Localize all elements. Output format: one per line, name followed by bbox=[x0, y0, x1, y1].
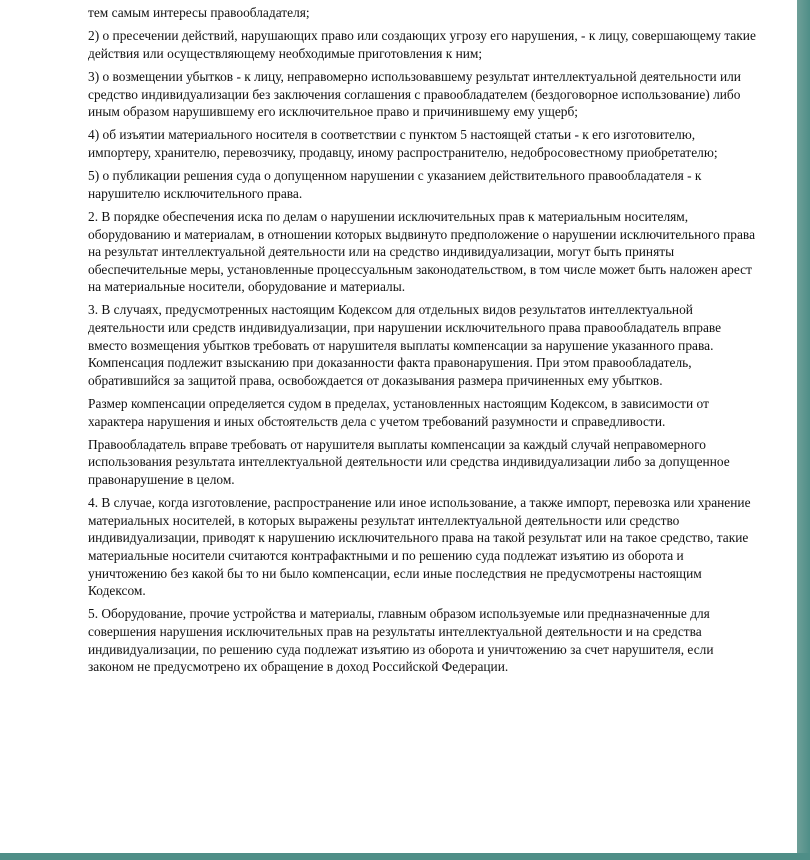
paragraph-continuation: тем самым интересы правообладателя; bbox=[88, 5, 310, 20]
paragraph-item-2: 2) о пресечении действий, нарушающих право или создающих угрозу его нарушения, - к лицу, совершающему такие действия или осуществляющему необходимые приготовления к ним; bbox=[88, 28, 756, 61]
paragraph-compensation-right: Правообладатель вправе требовать от нарушителя выплаты компенсации за каждый случай неправомерного использования результата интеллектуальной деятельности или средства индивидуализации либо за допущенное правонарушение в целом. bbox=[88, 436, 730, 487]
paragraph-clause-2: 2. В порядке обеспечения иска по делам о нарушении исключительных прав к материальным носителям, оборудованию и материалам, в отношении которых выдвинуто предположение о нарушении исключительного права на результат интеллектуальной деятельности или на средство индивидуализации, могут быть приняты обеспечительные меры, установленные процессуальным законодательством, в том числе может быть наложен арест на материальные носители, оборудование и материалы. bbox=[88, 208, 756, 295]
paragraph-compensation-size: Размер компенсации определяется судом в пределах, установленных настоящим Кодексом, в зависимости от характера нарушения и иных обстоятельств дела с учетом требований разумности и справедливости. bbox=[88, 396, 709, 429]
paragraph-clause-4: 4. В случае, когда изготовление, распространение или иное использование, а также импорт, перевозка или хранение материальных носителей, в которых выражены результат интеллектуальной деятельности или средство индивидуализации, приводят к нарушению исключительного права на такой результат или на такое средство, такие материальные носители считаются контрафактными и по решению суда подлежат изъятию из оборота и уничтожению без какой бы то ни было компенсации, если иные последствия не предусмотрены настоящим Кодексом. bbox=[88, 495, 751, 599]
paragraph-clause-5: 5. Оборудование, прочие устройства и материалы, главным образом используемые или предназначенные для совершения нарушения исключительных прав на результаты интеллектуальной деятельности и на средства индивидуализации, по решению суда подлежат изъятию из оборота и уничтожению за счет нарушителя, если законом не предусмотрено их обращение в доход Российской Федерации. bbox=[88, 606, 714, 675]
paragraph-item-4: 4) об изъятии материального носителя в соответствии с пунктом 5 настоящей статьи - к его изготовителю, импортеру, хранителю, перевозчику, продавцу, иному распространителю, недобросовестному приобретателю; bbox=[88, 127, 718, 160]
paragraph-item-5: 5) о публикации решения суда о допущенном нарушении с указанием действительного правообладателя - к нарушителю исключительного права. bbox=[88, 168, 702, 201]
document-body bbox=[88, 0, 758, 681]
window-background-right bbox=[797, 0, 810, 860]
paragraph-item-3: 3) о возмещении убытков - к лицу, неправомерно использовавшему результат интеллектуальной деятельности или средство индивидуализации без заключения соглашения с правообладателем (бездоговорное использование) либо иным образом нарушившему его исключительное право и причинившему ему ущерб; bbox=[88, 68, 741, 120]
paragraph-clause-3: 3. В случаях, предусмотренных настоящим Кодексом для отдельных видов результатов интеллектуальной деятельности или средств индивидуализации, при нарушении исключительного права правообладатель вправе вместо возмещения убытков требовать от нарушителя выплаты компенсации за нарушение указанного права. Компенсация подлежит взысканию при доказанности факта правонарушения. При этом правообладатель, обратившийся за защитой права, освобождается от доказывания размера причиненных ему убытков. bbox=[88, 302, 722, 388]
window-background-bottom bbox=[0, 853, 810, 860]
